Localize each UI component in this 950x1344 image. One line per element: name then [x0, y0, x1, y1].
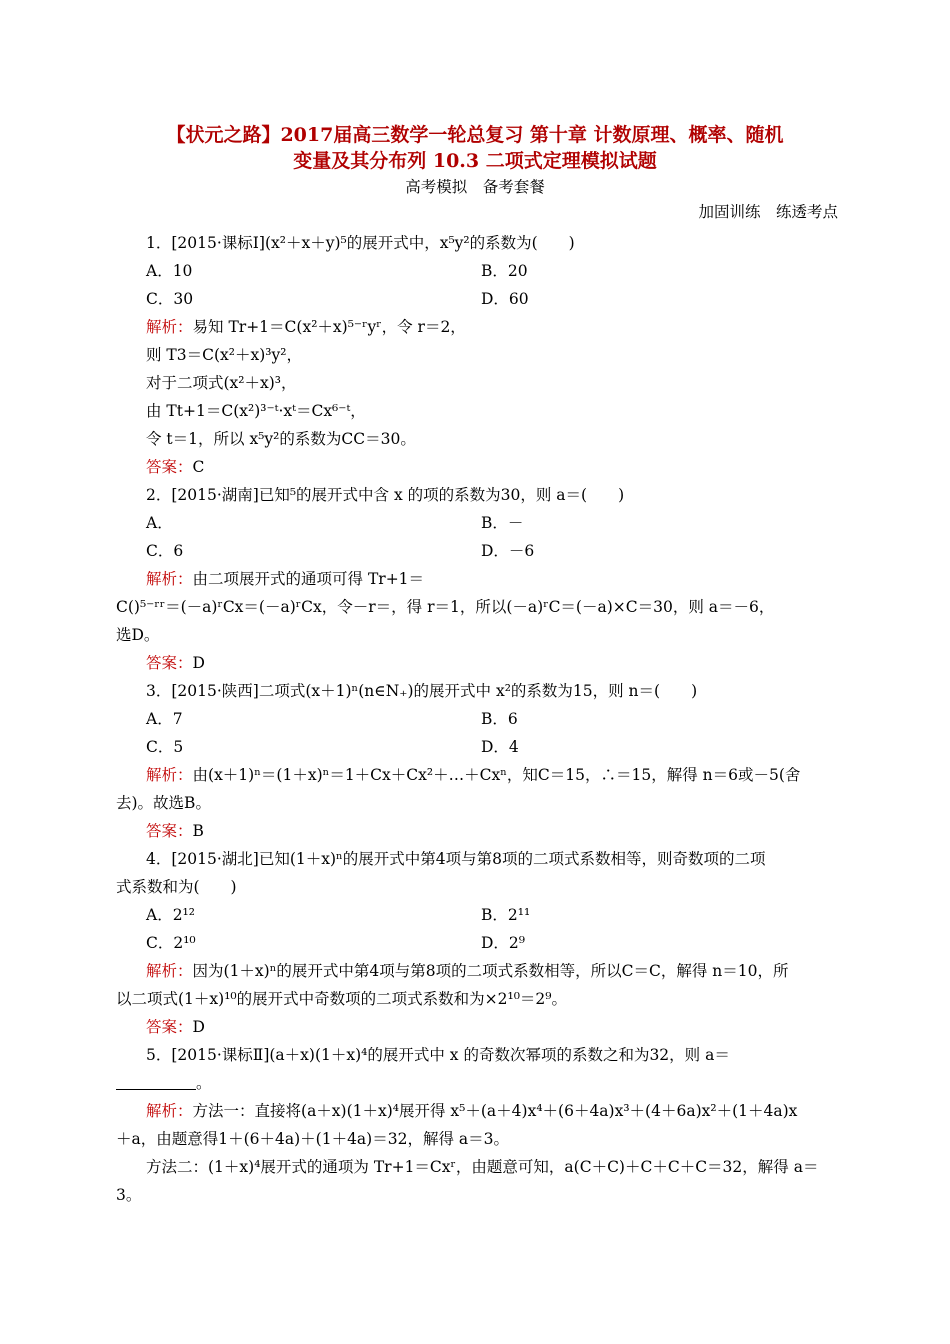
q3-analysis-line-2: 去)。故选B。 [116, 794, 211, 812]
q1-stem: 1．[2015·课标Ⅰ](x²＋x＋y)⁵的展开式中，x⁵y²的系数为( ) [146, 234, 575, 252]
q1-analysis-line-5: 令 t＝1，所以 x⁵y²的系数为CC＝30。 [146, 430, 416, 448]
q1-option-c: C．30 [146, 290, 194, 308]
q3-analysis-line-1: 解析：由(x＋1)ⁿ＝(1＋x)ⁿ＝1＋Cx＋Cx²＋…＋Cxⁿ，知C＝15，∴＝15，解得 n＝6或－5(舍 [146, 766, 801, 784]
q1-analysis-line-4: 由 Tt+1＝C(x²)³⁻ᵗ·xᵗ＝Cx⁶⁻ᵗ， [146, 402, 366, 420]
q3-answer: 答案：B [146, 822, 204, 840]
q5-analysis-line-1: 解析：方法一：直接将(a＋x)(1＋x)⁴展开得 x⁵＋(a＋4)x⁴＋(6＋4a)x³＋(4＋6a)x²＋(1＋4a)x [146, 1102, 798, 1120]
q4-option-a: A．2¹² [146, 906, 195, 924]
q4-stem-line-2: 式系数和为( ) [116, 878, 237, 896]
q4-stem-line-1: 4．[2015·湖北]已知(1＋x)ⁿ的展开式中第4项与第8项的二项式系数相等，则奇数项的二项 [146, 850, 766, 868]
answer-blank [116, 1075, 196, 1090]
right-note: 加固训练 练透考点 [698, 203, 838, 221]
q4-answer: 答案：D [146, 1018, 205, 1036]
q2-option-b: B．－ [481, 514, 524, 532]
q4-analysis-line-2: 以二项式(1＋x)¹⁰的展开式中奇数项的二项式系数和为×2¹⁰＝2⁹。 [116, 990, 567, 1008]
q3-option-c: C．5 [146, 738, 184, 756]
q3-option-a: A．7 [146, 710, 183, 728]
q4-analysis-line-1: 解析：因为(1＋x)ⁿ的展开式中第4项与第8项的二项式系数相等，所以C＝C，解得 n＝10，所 [146, 962, 789, 980]
q1-option-d: D．60 [481, 290, 529, 308]
q2-option-c: C．6 [146, 542, 184, 560]
q5-stem-line-2: 。 [116, 1073, 212, 1093]
q2-analysis-line-2: C()⁵⁻ʳʳ＝(－a)ʳCx＝(－a)ʳCx，令－r＝，得 r＝1，所以(－a)ʳC＝(－a)×C＝30，则 a＝－6， [116, 598, 775, 616]
q3-stem: 3．[2015·陕西]二项式(x＋1)ⁿ(n∈N₊)的展开式中 x²的系数为15，则 n＝( ) [146, 682, 698, 700]
q5-method2-line-2: 3。 [116, 1186, 142, 1204]
q1-analysis-line-3: 对于二项式(x²＋x)³， [146, 374, 297, 392]
analysis-label: 解析： [146, 318, 193, 336]
q1-option-a: A．10 [146, 262, 193, 280]
q5-analysis-line-2: ＋a，由题意得1＋(6＋4a)＋(1＋4a)＝32，解得 a＝3。 [116, 1130, 509, 1148]
q2-option-d: D．－6 [481, 542, 535, 560]
q2-analysis-line-1: 解析：由二项展开式的通项可得 Tr+1＝ [146, 570, 425, 588]
q5-stem-line-1: 5．[2015·课标Ⅱ](a＋x)(1＋x)⁴的展开式中 x 的奇数次幂项的系数之和为32，则 a＝ [146, 1046, 730, 1064]
q1-option-b: B．20 [481, 262, 528, 280]
q4-option-c: C．2¹⁰ [146, 934, 196, 952]
q2-stem: 2．[2015·湖南]已知⁵的展开式中含 x 的项的系数为30，则 a＝( ) [146, 486, 625, 504]
doc-title-line1: 【状元之路】2017届高三数学一轮总复习 第十章 计数原理、概率、随机 [166, 124, 784, 146]
q4-option-d: D．2⁹ [481, 934, 526, 952]
doc-title-line2: 变量及其分布列 10.3 二项式定理模拟试题 [293, 150, 657, 172]
q5-method2-line-1: 方法二：(1＋x)⁴展开式的通项为 Tr+1＝Cxʳ，由题意可知，a(C＋C)＋C＋C＋C＝32，解得 a＝ [146, 1158, 819, 1176]
q1-answer: 答案：C [146, 458, 205, 476]
q1-analysis-line-1: 解析：易知 Tr+1＝C(x²＋x)⁵⁻ʳyʳ，令 r＝2， [146, 318, 466, 336]
doc-subtitle: 高考模拟 备考套餐 [405, 178, 545, 196]
q1-analysis-line-2: 则 T3＝C(x²＋x)³y²， [146, 346, 302, 364]
q2-option-a: A． [146, 514, 173, 532]
q3-option-d: D．4 [481, 738, 519, 756]
q2-analysis-line-3: 选D。 [116, 626, 160, 644]
q3-option-b: B．6 [481, 710, 518, 728]
q4-option-b: B．2¹¹ [481, 906, 531, 924]
q2-answer: 答案：D [146, 654, 205, 672]
